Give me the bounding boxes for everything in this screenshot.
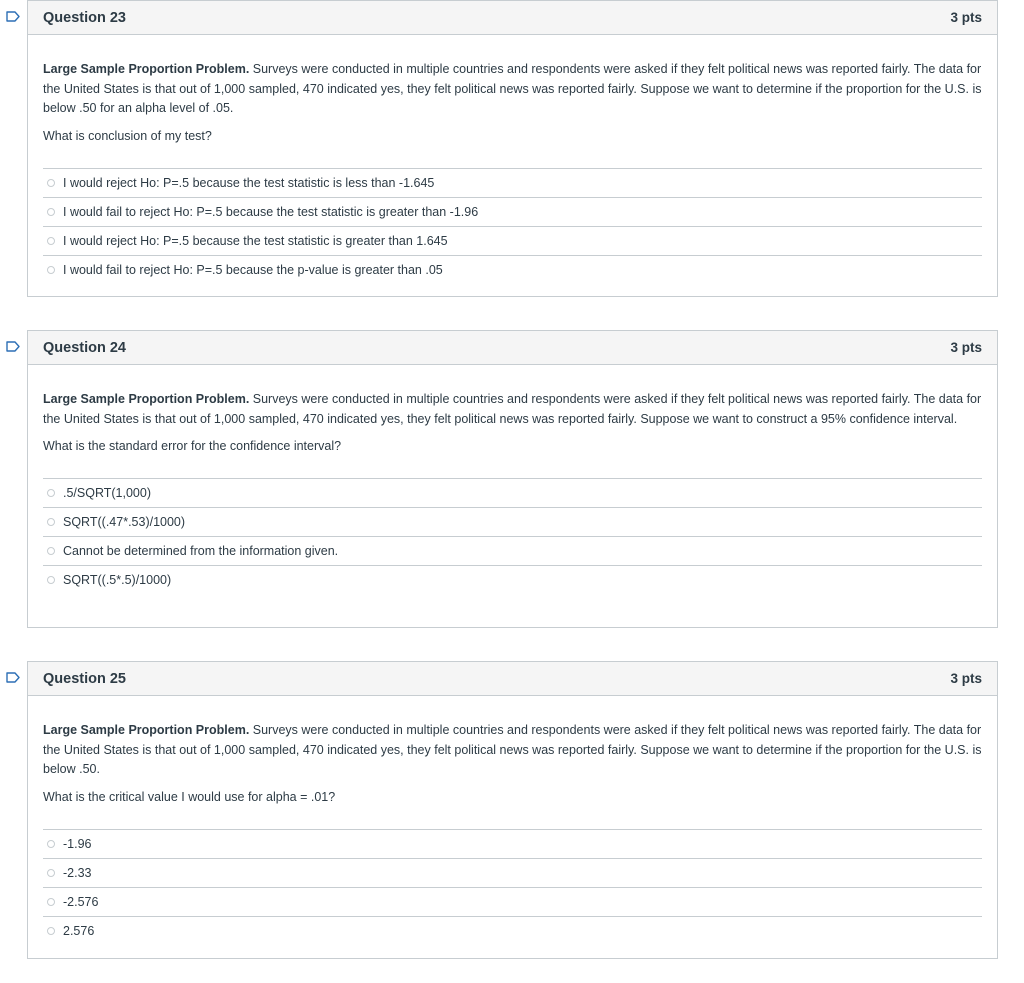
- question-25: [27, 661, 998, 959]
- question-text: [43, 721, 982, 780]
- radio-button[interactable]: [47, 518, 55, 526]
- question-prompt: What is the critical value I would use for alpha = .01?: [43, 789, 336, 804]
- question-header: [28, 1, 997, 35]
- question-title: Question 24: [43, 339, 126, 356]
- answer-option[interactable]: [43, 536, 982, 565]
- answer-label: -2.33: [63, 865, 92, 880]
- question-lead: Large Sample Proportion Problem.: [43, 723, 250, 737]
- radio-button[interactable]: [47, 840, 55, 848]
- question-header: [28, 331, 997, 365]
- question-header: [28, 662, 997, 696]
- answer-label: 2.576: [63, 923, 95, 938]
- answer-list: [43, 829, 982, 945]
- radio-button[interactable]: [47, 208, 55, 216]
- flag-question-icon[interactable]: [6, 341, 20, 352]
- answer-list: [43, 168, 982, 284]
- question-prompt: What is conclusion of my test?: [43, 128, 212, 143]
- radio-button[interactable]: [47, 489, 55, 497]
- question-24: [27, 330, 998, 628]
- answer-option[interactable]: [43, 168, 982, 197]
- question-text: [43, 390, 982, 429]
- question-body: Surveys were conducted in multiple countries and respondents were asked if they felt political news was reported fairly. The data for the United States is that out of 1,000 sampled, 470 indicated yes, they felt political news was reported fairly. Suppose we want to determine if the proportion for the U.S. is below .50.: [43, 723, 982, 776]
- answer-option[interactable]: [43, 226, 982, 255]
- answer-label: Cannot be determined from the information given.: [63, 544, 339, 558]
- flag-question-icon[interactable]: [6, 672, 20, 683]
- answer-label: SQRT((.5*.5)/1000): [63, 573, 172, 587]
- answer-option[interactable]: [43, 197, 982, 226]
- answer-label: SQRT((.47*.53)/1000): [63, 515, 186, 529]
- question-title: Question 25: [43, 670, 126, 687]
- answer-list: [43, 478, 982, 594]
- answer-label: I would reject Ho: P=.5 because the test statistic is greater than 1.645: [63, 233, 448, 248]
- answer-label: -2.576: [63, 894, 99, 909]
- answer-option[interactable]: [43, 858, 982, 887]
- question-points: 3 pts: [950, 671, 982, 686]
- answer-label: .5/SQRT(1,000): [63, 486, 152, 500]
- question-text: [43, 60, 982, 119]
- radio-button[interactable]: [47, 927, 55, 935]
- question-title: Question 23: [43, 9, 126, 26]
- question-points: 3 pts: [950, 10, 982, 25]
- radio-button[interactable]: [47, 237, 55, 245]
- radio-button[interactable]: [47, 547, 55, 555]
- answer-label: -1.96: [63, 836, 92, 851]
- radio-button[interactable]: [47, 576, 55, 584]
- radio-button[interactable]: [47, 179, 55, 187]
- answer-option[interactable]: [43, 916, 982, 945]
- answer-label: I would fail to reject Ho: P=.5 because the p-value is greater than .05: [63, 262, 443, 277]
- answer-option[interactable]: [43, 887, 982, 916]
- radio-button[interactable]: [47, 898, 55, 906]
- answer-option[interactable]: [43, 255, 982, 284]
- answer-option[interactable]: [43, 478, 982, 507]
- question-prompt: What is the standard error for the confidence interval?: [43, 439, 342, 453]
- question-lead: Large Sample Proportion Problem.: [43, 62, 250, 76]
- answer-label: I would reject Ho: P=.5 because the test statistic is less than -1.645: [63, 175, 435, 190]
- answer-option[interactable]: [43, 829, 982, 858]
- radio-button[interactable]: [47, 266, 55, 274]
- question-body: Surveys were conducted in multiple countries and respondents were asked if they felt political news was reported fairly. The data for the United States is that out of 1,000 sampled, 470 indicated yes, they felt political news was reported fairly. Suppose we want to determine if the proportion for the U.S. is below .50 for an alpha level of .05.: [43, 62, 982, 115]
- answer-label: I would fail to reject Ho: P=.5 because the test statistic is greater than -1.96: [63, 204, 479, 219]
- radio-button[interactable]: [47, 869, 55, 877]
- answer-option[interactable]: [43, 507, 982, 536]
- question-body: Surveys were conducted in multiple countries and respondents were asked if they felt political news was reported fairly. The data for the United States is that out of 1,000 sampled, 470 indicated yes, they felt political news was reported fairly. Suppose we want to construct a 95% confidence interval.: [43, 392, 982, 426]
- answer-option[interactable]: [43, 565, 982, 594]
- question-lead: Large Sample Proportion Problem.: [43, 392, 250, 406]
- question-23: [27, 0, 998, 297]
- flag-question-icon[interactable]: [6, 11, 20, 22]
- question-points: 3 pts: [950, 340, 982, 355]
